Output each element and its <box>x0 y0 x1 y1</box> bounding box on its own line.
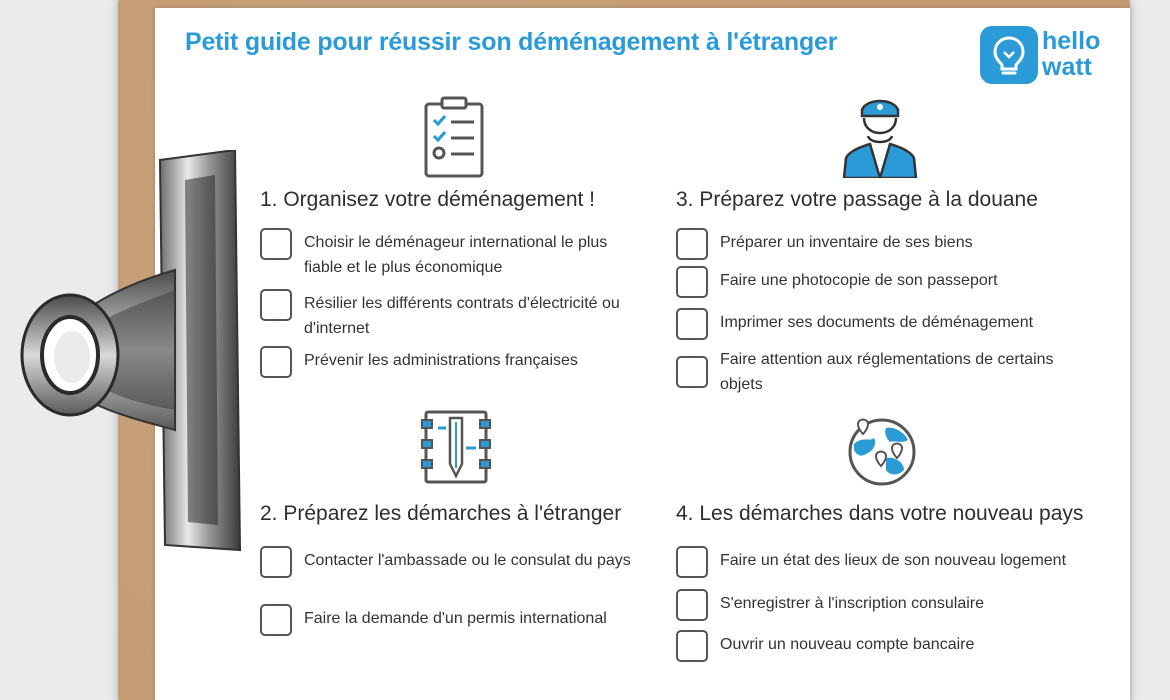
task-label: Faire la demande d'un permis international <box>304 610 607 627</box>
page-title: Petit guide pour réussir son déménagement à l'étranger <box>185 28 838 56</box>
task-label: Faire un état des lieux de son nouveau logement <box>720 552 1067 569</box>
section-3-heading: 3. Préparez votre passage à la douane <box>676 188 1038 211</box>
task-label: Ouvrir un nouveau compte bancaire <box>720 636 975 653</box>
task-label: Résilier les différents contrats d'électricité ou d'internet <box>304 295 620 337</box>
task-checkbox[interactable] <box>676 546 708 578</box>
section-4-heading: 4. Les démarches dans votre nouveau pays <box>676 502 1084 525</box>
task-label: Choisir le déménageur international le plus fiable et le plus économique <box>304 234 608 276</box>
task-label: Imprimer ses documents de déménagement <box>720 314 1034 331</box>
clipboard-checklist-icon <box>422 96 486 180</box>
task-checkbox[interactable] <box>260 228 292 260</box>
task-label: Prévenir les administrations françaises <box>304 352 578 369</box>
customs-officer-icon <box>840 96 920 178</box>
task-checkbox[interactable] <box>676 356 708 388</box>
passport-document-icon <box>418 408 494 486</box>
task-checkbox[interactable] <box>260 546 292 578</box>
section-1-heading: 1. Organisez votre déménagement ! <box>260 188 596 211</box>
task-label: Préparer un inventaire de ses biens <box>720 234 973 251</box>
hellowatt-logo <box>980 26 1110 86</box>
task-checkbox[interactable] <box>676 630 708 662</box>
task-checkbox[interactable] <box>676 308 708 340</box>
binder-clip-icon <box>0 150 300 570</box>
task-label: Contacter l'ambassade ou le consulat du pays <box>304 552 631 569</box>
task-checkbox[interactable] <box>676 228 708 260</box>
task-checkbox[interactable] <box>260 346 292 378</box>
brand-name: hello watt <box>1042 27 1101 81</box>
task-label: Faire attention aux réglementations de certains objets <box>720 351 1054 393</box>
task-label: Faire une photocopie de son passeport <box>720 272 998 289</box>
lightbulb-icon <box>980 26 1038 84</box>
task-checkbox[interactable] <box>260 289 292 321</box>
task-checkbox[interactable] <box>676 266 708 298</box>
task-checkbox[interactable] <box>260 604 292 636</box>
globe-pins-icon <box>842 414 922 488</box>
section-2-heading: 2. Préparez les démarches à l'étranger <box>260 502 622 525</box>
task-checkbox[interactable] <box>676 589 708 621</box>
task-label: S'enregistrer à l'inscription consulaire <box>720 595 985 612</box>
